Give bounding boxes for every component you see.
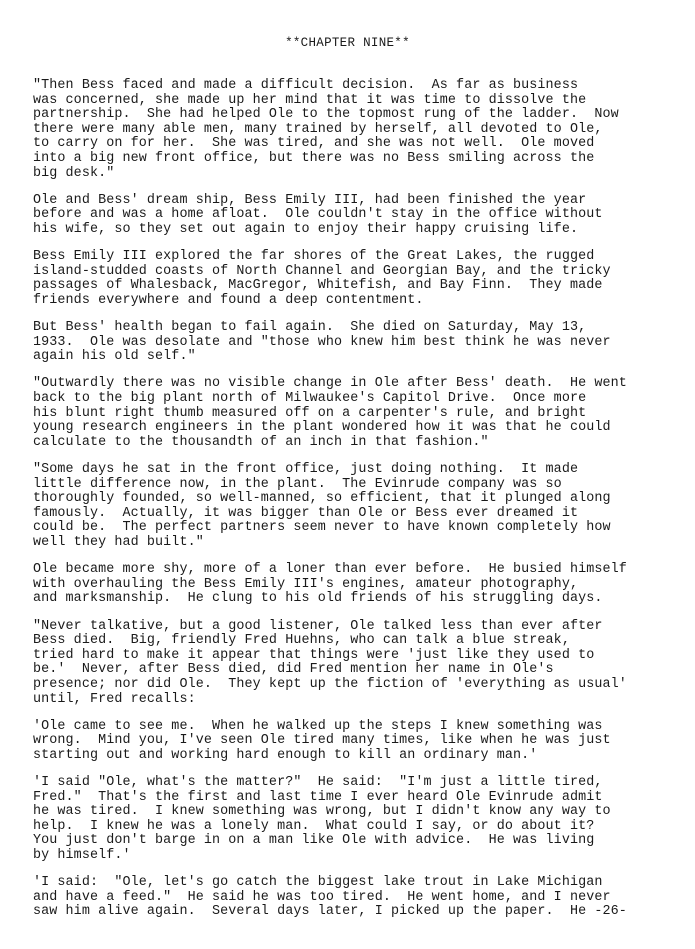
- paragraph-1: "Then Bess faced and made a difficult decision. As far as business was concerned, she made up her mind that it was time to dissolve the partnership. She had helped Ole to the topmost rung of the ladder. Now there were many able men, many trained by herself, all devoted to Ole, to carry on for her. She was tired, and she was not well. Ole moved into a big new front office, but there was no Bess smiling across the big desk.": [33, 78, 619, 181]
- paragraph-10: 'I said "Ole, what's the matter?" He said: "I'm just a little tired, Fred." That's the first and last time I ever heard Ole Evinrude admit he was tired. I knew something was wrong, but I didn't know any way to help. I knew he was a lonely man. What could I say, or do about it? You just don't barge in on a man like Ole with advice. He was living by himself.': [33, 775, 611, 864]
- paragraph-7: Ole became more shy, more of a loner than ever before. He busied himself with overhauling the Bess Emily III's engines, amateur photography, and marksmanship. He clung to his old friends of his struggling days.: [33, 562, 627, 607]
- paragraph-3: Bess Emily III explored the far shores of the Great Lakes, the rugged island-studded coasts of North Channel and Georgian Bay, and the tricky passages of Whalesback, MacGregor, Whitefish, and Bay Finn. They made friends everywhere and found a deep contentment.: [33, 249, 611, 308]
- paragraph-5: "Outwardly there was no visible change in Ole after Bess' death. He went back to the big plant north of Milwaukee's Capitol Drive. Once more his blunt right thumb measured off on a carpenter's rule, and bright young research engineers in the plant wondered how it was that he could calculate to the thousandth of an inch in that fashion.": [33, 376, 627, 450]
- paragraph-8: "Never talkative, but a good listener, Ole talked less than ever after Bess died. Big, friendly Fred Huehns, who can talk a blue streak, tried hard to make it appear that things were 'just like they used to be.' Never, after Bess died, did Fred mention her name in Ole's presence; nor did Ole. They kept up the fiction of 'everything as usual' until, Fred recalls:: [33, 618, 627, 707]
- paragraph-4: But Bess' health began to fail again. She died on Saturday, May 13, 1933. Ole was desolate and "those who knew him best think he was never again his old self.": [33, 320, 611, 365]
- paragraph-2: Ole and Bess' dream ship, Bess Emily III, had been finished the year before and was a home afloat. Ole couldn't stay in the office without his wife, so they set out again to enjoy their happy cruising life.: [33, 192, 603, 237]
- body-text: [33, 79, 683, 933]
- paragraph-11: 'I said: "Ole, let's go catch the biggest lake trout in Lake Michigan and have a feed." He said he was too tired. He went home, and I never saw him alive again. Several days later, I picked up the paper. He -26-: [33, 875, 627, 920]
- chapter-title: **CHAPTER NINE**: [285, 36, 410, 50]
- paragraph-6: "Some days he sat in the front office, just doing nothing. It made little difference now, in the plant. The Evinrude company was so thoroughly founded, so well-manned, so efficient, that it plunged along famously. Actually, it was bigger than Ole or Bess ever dreamed it could be. The perfect partners seem never to have known completely how well they had built.": [33, 462, 611, 550]
- paragraph-9: 'Ole came to see me. When he walked up the steps I knew something was wrong. Mind you, I've seen Ole tired many times, like when he was just starting out and working hard enough to kill an ordinary man.': [33, 718, 611, 763]
